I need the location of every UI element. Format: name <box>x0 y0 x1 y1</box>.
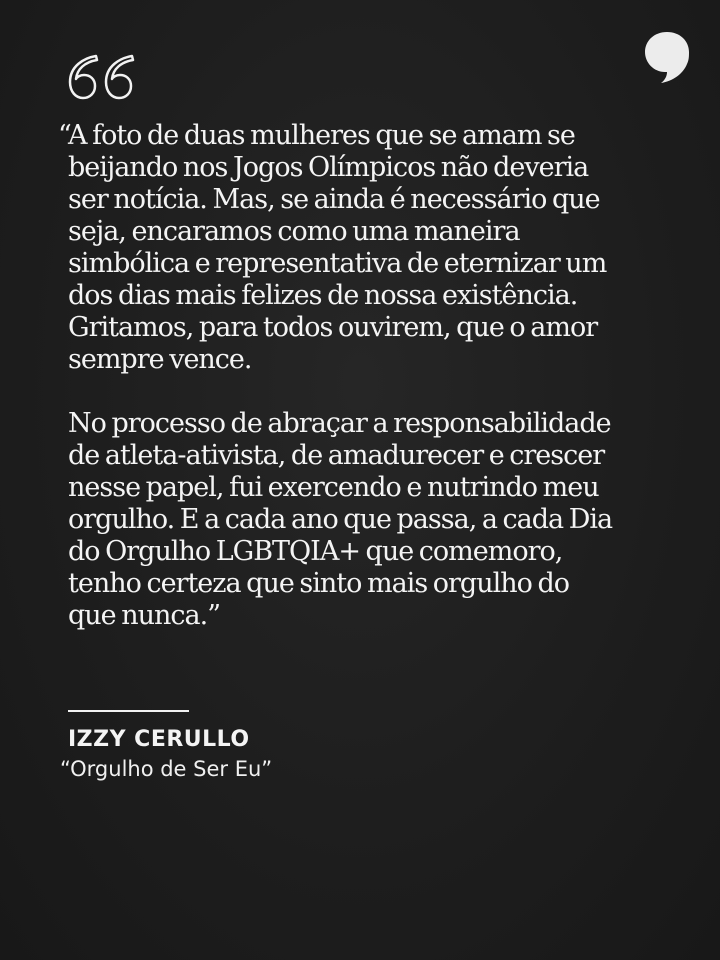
author-name: IZZY CERULLO <box>68 727 250 752</box>
quote-mark-icon <box>66 50 138 102</box>
quote-line: nesse papel, fui exercendo e nutrindo meu <box>68 472 599 503</box>
quote-line: A foto de duas mulheres que se amam se <box>68 120 575 151</box>
quote-line: que nunca.” <box>68 600 221 631</box>
quote-line: No processo de abraçar a responsabilidade <box>68 408 611 439</box>
quote-text <box>58 120 668 632</box>
quote-line: seja, encaramos como uma maneira <box>68 216 520 247</box>
author-divider <box>68 710 189 712</box>
quote-line: beijando nos Jogos Olímpicos não deveria <box>68 152 589 183</box>
quote-line: de atleta-ativista, de amadurecer e crescer <box>68 440 605 471</box>
quote-line: sempre vence. <box>68 344 252 375</box>
quote-line: dos dias mais felizes de nossa existência. <box>68 280 578 311</box>
quote-line: do Orgulho LGBTQIA+ que comemoro, <box>68 536 563 567</box>
quote-line: orgulho. E a cada ano que passa, a cada Dia <box>68 504 613 535</box>
speech-bubble-icon <box>643 30 691 84</box>
quote-paragraph-2 <box>68 408 668 632</box>
quote-paragraph-1 <box>58 120 668 376</box>
book-title: “Orgulho de Ser Eu” <box>60 757 273 781</box>
quote-line: tenho certeza que sinto mais orgulho do <box>68 568 569 599</box>
quote-line: ser notícia. Mas, se ainda é necessário que <box>68 184 600 215</box>
quote-line: Gritamos, para todos ouvirem, que o amor <box>68 312 598 343</box>
quote-line: simbólica e representativa de eternizar um <box>68 248 607 279</box>
open-quote-mark: “ <box>58 120 71 151</box>
